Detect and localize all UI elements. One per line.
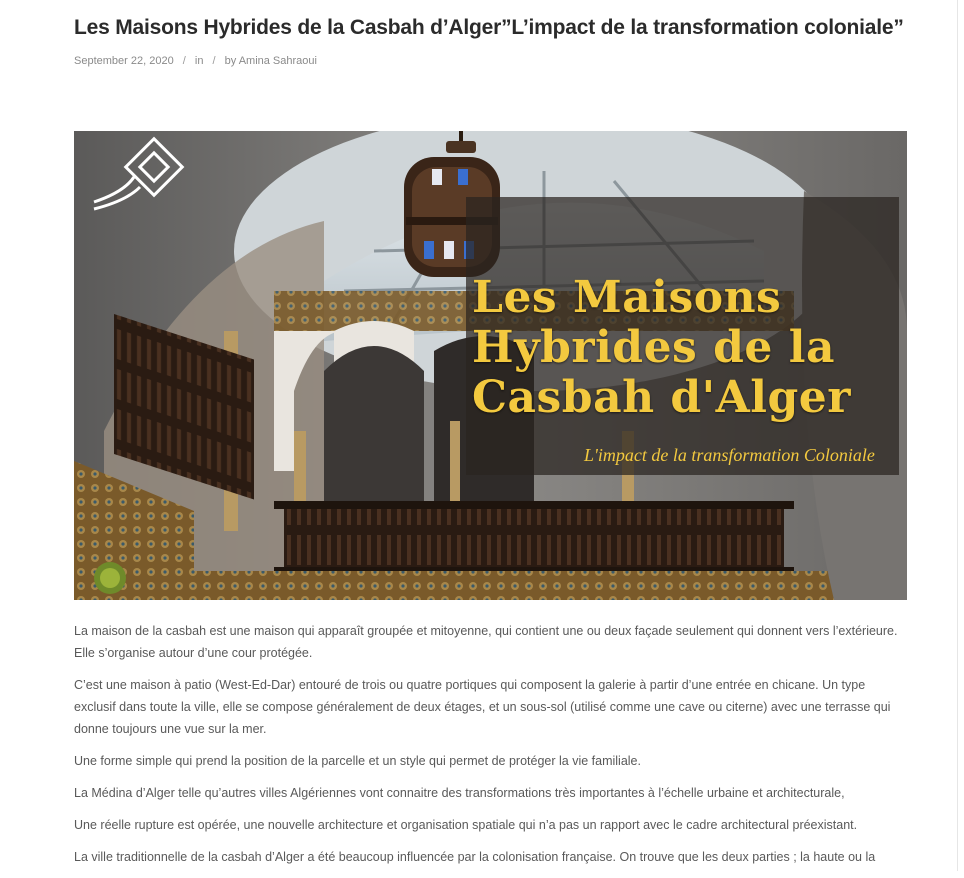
post-category: in [194, 55, 204, 67]
meta-separator: / [212, 55, 216, 67]
post-date[interactable]: September 22, 2020 [74, 55, 174, 67]
post-author[interactable]: by Amina Sahraoui [224, 55, 317, 67]
hero-title-line: Casbah d'Alger [472, 372, 851, 423]
paragraph: C’est une maison à patio (West-Ed-Dar) entouré de trois ou quatre portiques qui composent la galerie à partir d’une entrée en chicane. Un type exclusif dans toute la ville, elle se compose généralement de deux étages, et un sous-sol (utilisé comme une cave ou citerne) avec une terrasse qui donne toujours une vue sur la mer. [74, 678, 891, 736]
meta-separator: / [182, 55, 186, 67]
hero-title [472, 273, 892, 423]
paragraph: Une forme simple qui prend la position de la parcelle et un style qui permet de protéger la vie familiale. [74, 754, 641, 768]
paragraph: La maison de la casbah est une maison qui apparaît groupée et mitoyenne, qui contient une ou deux façade seulement qui donnent vers l’extérieure. Elle s’organise autour d’une cour protégée. [74, 624, 898, 660]
post-meta [74, 54, 907, 68]
hero-subtitle: L'impact de la transformation Coloniale [584, 445, 875, 465]
paragraph: Une réelle rupture est opérée, une nouvelle architecture et organisation spatiale qui n’a pas un rapport avec le cadre architectural préexistant. [74, 818, 858, 832]
article [74, 0, 907, 864]
post-title[interactable]: Les Maisons Hybrides de la Casbah d’Alger”L’impact de la transformation coloniale” [74, 16, 904, 39]
featured-image [74, 131, 907, 600]
hero-title-line: Les Maisons [472, 272, 782, 323]
paragraph: La Médina d’Alger telle qu’autres villes Algériennes vont connaitre des transformations très importantes à l’échelle urbaine et architecturale, [74, 786, 845, 800]
page-divider [957, 0, 958, 871]
hero-title-line: Hybrides de la [472, 322, 835, 373]
paragraph: La ville traditionnelle de la casbah d’Alger a été beaucoup influencée par la colonisation française. On trouve que les deux parties ; la haute ou la [74, 850, 876, 864]
article-body [74, 620, 907, 878]
